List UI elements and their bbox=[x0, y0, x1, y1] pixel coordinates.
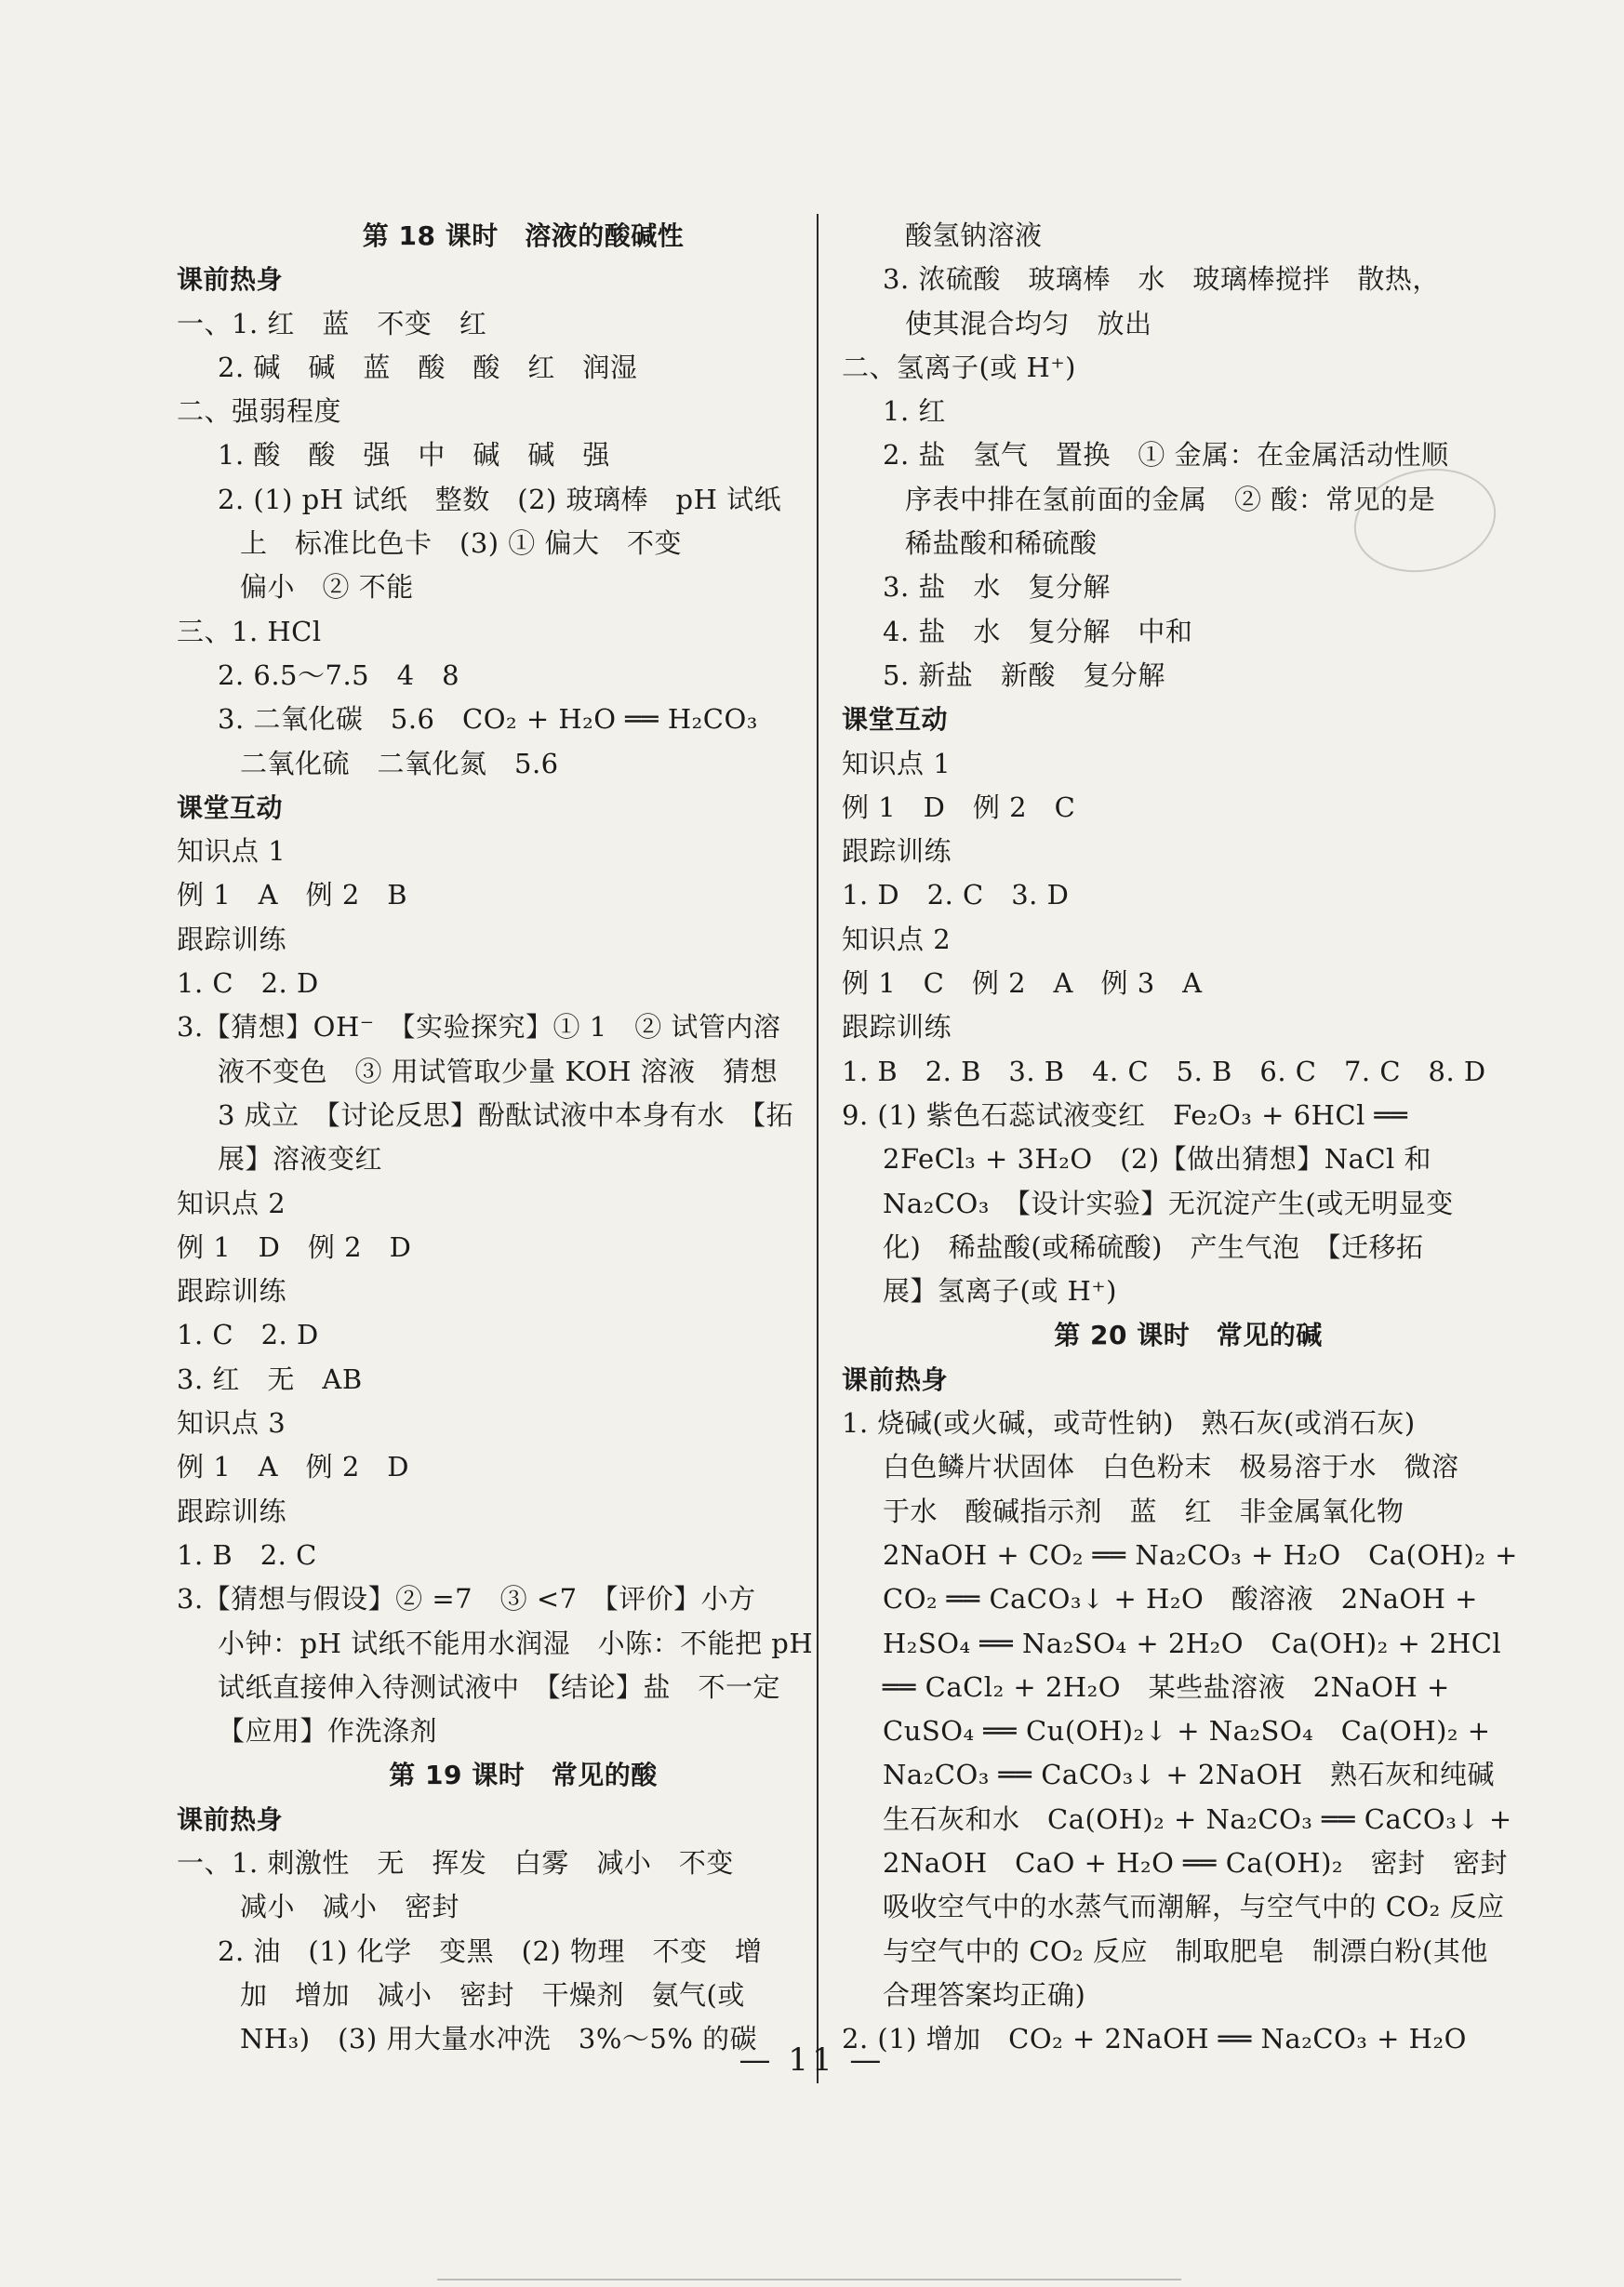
right-line: 例 1 D 例 2 C bbox=[842, 791, 1076, 823]
left-line: 知识点 3 bbox=[177, 1407, 286, 1440]
right-line: 稀盐酸和稀硫酸 bbox=[905, 527, 1098, 560]
left-line: 展】溶液变红 bbox=[218, 1143, 383, 1176]
right-line: 二、氢离子(或 H⁺) bbox=[842, 351, 1076, 383]
left-line: 2. (1) pH 试纸 整数 (2) 玻璃棒 pH 试纸 bbox=[218, 483, 782, 515]
right-line: 跟踪训练 bbox=[842, 835, 952, 868]
right-line: 3. 浓硫酸 玻璃棒 水 玻璃棒搅拌 散热， bbox=[883, 263, 1440, 296]
right-line: 展】氢离子(或 H⁺) bbox=[883, 1275, 1117, 1308]
left-line: 3. 红 无 AB bbox=[177, 1363, 363, 1395]
right-line: H₂SO₄ ══ Na₂SO₄ + 2H₂O Ca(OH)₂ + 2HCl bbox=[883, 1627, 1502, 1659]
right-line: 酸氢钠溶液 bbox=[905, 219, 1043, 251]
left-line: 加 增加 减小 密封 干燥剂 氨气(或 bbox=[240, 1978, 745, 2011]
right-line: 与空气中的 CO₂ 反应 制取肥皂 制漂白粉(其他 bbox=[883, 1935, 1488, 1967]
right-line: 合理答案均正确) bbox=[883, 1978, 1086, 2011]
left-line: 2. 6.5～7.5 4 8 bbox=[218, 658, 460, 691]
right-line: 1. 烧碱(或火碱，或苛性钠) 熟石灰(或消石灰) bbox=[842, 1407, 1416, 1440]
right-line: 知识点 2 bbox=[842, 923, 952, 955]
left-line: 例 1 D 例 2 D bbox=[177, 1230, 412, 1263]
right-line: CuSO₄ ══ Cu(OH)₂↓ + Na₂SO₄ Ca(OH)₂ + bbox=[883, 1715, 1491, 1748]
lesson-title: 第 18 课时 溶液的酸碱性 bbox=[362, 220, 685, 251]
left-line: 一、1. 红 蓝 不变 红 bbox=[177, 307, 487, 339]
left-line: 二、强弱程度 bbox=[177, 395, 342, 428]
left-line: 跟踪训练 bbox=[177, 1495, 287, 1527]
right-line: CO₂ ══ CaCO₃↓ + H₂O 酸溶液 2NaOH + bbox=[883, 1583, 1478, 1616]
left-line: 2. 碱 碱 蓝 酸 酸 红 润湿 bbox=[218, 351, 638, 383]
left-line: 跟踪训练 bbox=[177, 923, 287, 955]
left-line: 1. B 2. C bbox=[177, 1538, 317, 1571]
left-line: 减小 减小 密封 bbox=[240, 1891, 460, 1923]
section-heading: 课前热身 bbox=[177, 264, 284, 296]
lesson-title: 第 20 课时 常见的碱 bbox=[1054, 1320, 1323, 1351]
right-line: 5. 新盐 新酸 复分解 bbox=[883, 658, 1165, 691]
left-line: 上 标准比色卡 (3) ① 偏大 不变 bbox=[240, 527, 683, 560]
left-line: 例 1 A 例 2 D bbox=[177, 1451, 410, 1483]
left-line: 3 成立 【讨论反思】酚酞试液中本身有水 【拓 bbox=[218, 1098, 794, 1131]
left-line: 例 1 A 例 2 B bbox=[177, 879, 408, 911]
right-line: ══ CaCl₂ + 2H₂O 某些盐溶液 2NaOH + bbox=[883, 1670, 1450, 1703]
left-line: 1. C 2. D bbox=[177, 1319, 319, 1351]
right-line: 2FeCl₃ + 3H₂O (2)【做出猜想】NaCl 和 bbox=[883, 1143, 1432, 1176]
section-heading: 课前热身 bbox=[177, 1803, 284, 1835]
left-line: 2. 油 (1) 化学 变黑 (2) 物理 不变 增 bbox=[218, 1935, 763, 1967]
right-line: 2. 盐 氢气 置换 ① 金属：在金属活动性顺 bbox=[883, 439, 1449, 472]
right-line: 2NaOH CaO + H₂O ══ Ca(OH)₂ 密封 密封 bbox=[883, 1846, 1509, 1879]
left-line: 【应用】作洗涤剂 bbox=[218, 1715, 438, 1748]
right-line: 知识点 1 bbox=[842, 747, 952, 779]
right-line: 吸收空气中的水蒸气而潮解，与空气中的 CO₂ 反应 bbox=[883, 1891, 1505, 1923]
left-line: 一、1. 刺激性 无 挥发 白雾 减小 不变 bbox=[177, 1846, 734, 1879]
right-line: 1. B 2. B 3. B 4. C 5. B 6. C 7. C 8. D bbox=[842, 1055, 1486, 1087]
page-number: — 11 — bbox=[739, 2041, 885, 2079]
right-line: 4. 盐 水 复分解 中和 bbox=[883, 615, 1193, 647]
left-line: 液不变色 ③ 用试管取少量 KOH 溶液 猜想 bbox=[218, 1055, 779, 1087]
right-line: 2. (1) 增加 CO₂ + 2NaOH ══ Na₂CO₃ + H₂O bbox=[842, 2023, 1467, 2055]
left-line: 1. 酸 酸 强 中 碱 碱 强 bbox=[218, 439, 610, 472]
left-line: 三、1. HCl bbox=[177, 615, 322, 647]
left-line: 知识点 2 bbox=[177, 1187, 286, 1219]
right-line: 1. D 2. C 3. D bbox=[842, 879, 1070, 911]
right-line: 2NaOH + CO₂ ══ Na₂CO₃ + H₂O Ca(OH)₂ + bbox=[883, 1538, 1518, 1571]
right-line: 9. (1) 紫色石蕊试液变红 Fe₂O₃ + 6HCl ══ bbox=[842, 1098, 1408, 1131]
right-line: Na₂CO₃ 【设计实验】无沉淀产生(或无明显变 bbox=[883, 1187, 1454, 1219]
right-line: 于水 酸碱指示剂 蓝 红 非金属氧化物 bbox=[883, 1495, 1404, 1527]
left-line: 3. 二氧化碳 5.6 CO₂ + H₂O ══ H₂CO₃ bbox=[218, 703, 758, 736]
left-line: 试纸直接伸入待测试液中 【结论】盐 不一定 bbox=[218, 1670, 781, 1703]
bottom-rule bbox=[437, 2279, 1181, 2280]
left-line: NH₃) (3) 用大量水冲洗 3%～5% 的碳 bbox=[240, 2023, 758, 2055]
column-divider bbox=[817, 214, 819, 2083]
section-heading: 课堂互动 bbox=[842, 704, 949, 736]
left-column bbox=[177, 214, 870, 2061]
right-line: 1. 红 bbox=[883, 395, 946, 428]
section-heading: 课堂互动 bbox=[177, 791, 284, 823]
left-line: 偏小 ② 不能 bbox=[240, 571, 414, 604]
right-line: 白色鳞片状固体 白色粉末 极易溶于水 微溶 bbox=[883, 1451, 1459, 1483]
section-heading: 课前热身 bbox=[842, 1363, 949, 1395]
right-line: 使其混合均匀 放出 bbox=[905, 307, 1152, 339]
right-line: 序表中排在氢前面的金属 ② 酸：常见的是 bbox=[905, 483, 1436, 515]
left-line: 知识点 1 bbox=[177, 835, 286, 868]
left-line: 3.【猜想】OH⁻ 【实验探究】① 1 ② 试管内溶 bbox=[177, 1011, 781, 1044]
left-line: 小钟：pH 试纸不能用水润湿 小陈：不能把 pH bbox=[218, 1627, 814, 1659]
right-line: Na₂CO₃ ══ CaCO₃↓ + 2NaOH 熟石灰和纯碱 bbox=[883, 1759, 1496, 1791]
right-line: 3. 盐 水 复分解 bbox=[883, 571, 1111, 604]
right-line: 生石灰和水 Ca(OH)₂ + Na₂CO₃ ══ CaCO₃↓ + bbox=[883, 1802, 1512, 1835]
right-line: 跟踪训练 bbox=[842, 1011, 952, 1044]
right-line: 化) 稀盐酸(或稀硫酸) 产生气泡 【迁移拓 bbox=[883, 1230, 1424, 1263]
left-line: 3.【猜想与假设】② =7 ③ <7 【评价】小方 bbox=[177, 1583, 756, 1616]
lesson-title: 第 19 课时 常见的酸 bbox=[389, 1760, 658, 1791]
left-line: 跟踪训练 bbox=[177, 1275, 287, 1308]
right-line: 例 1 C 例 2 A 例 3 A bbox=[842, 967, 1203, 1000]
left-line: 二氧化硫 二氧化氮 5.6 bbox=[240, 747, 559, 779]
left-line: 1. C 2. D bbox=[177, 967, 319, 1000]
